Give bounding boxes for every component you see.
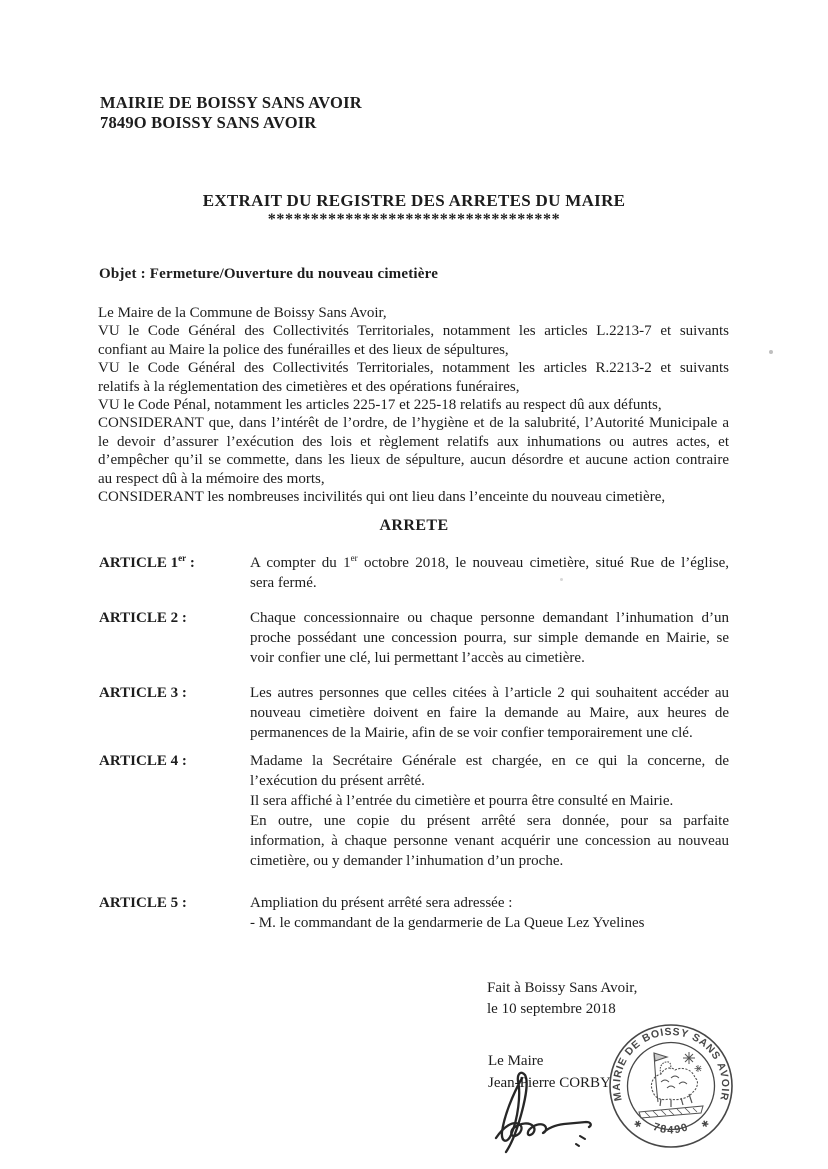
text-line: VU le Code Général des Collectivités Territoriales, notamment les articles L.2213-7 et suivants (98, 323, 729, 340)
text-line: VU le Code Général des Collectivités Territoriales, notamment les articles R.2213-2 et suivants (98, 360, 729, 377)
decree-heading: ARRETE (379, 517, 449, 534)
text-line: d’empêcher qu’il se commette, dans les lieux de sépulture, aucun désordre et aucune action contraire (98, 452, 729, 469)
text-line: Chaque concessionnaire ou chaque personne demandant l’inhumation d’un (250, 610, 729, 626)
text-line: cimetière, ou y demander l’inhumation d’un proche. (250, 853, 564, 869)
text-line: Les autres personnes que celles citées à l’article 2 qui souhaitent accéder au (250, 685, 729, 701)
emblem-lamb-legs (660, 1094, 692, 1107)
text-line: - M. le commandant de la gendarmerie de La Queue Lez Yvelines (250, 915, 645, 931)
article-3-label: ARTICLE 3 : (99, 685, 187, 701)
text-line: permanences de la Mairie, afin de se voir confier temporairement une clé. (250, 725, 693, 741)
article-4-label: ARTICLE 4 : (99, 753, 187, 769)
closing-date: le 10 septembre 2018 (487, 1001, 616, 1017)
text-line: relatifs à la réglementation des cimetières et des opérations funéraires, (98, 378, 520, 395)
letterhead (100, 93, 362, 132)
article-2-body (250, 608, 729, 668)
scan-speck (560, 578, 563, 581)
article-5-body (250, 893, 729, 933)
text-line: Ampliation du présent arrêté sera adressée : (250, 895, 513, 911)
handwritten-signature (480, 1064, 620, 1164)
article-2-label: ARTICLE 2 : (99, 610, 187, 626)
text-line: CONSIDERANT que, dans l’intérêt de l’ordre, de l’hygiène et de la salubrité, l’Autorité Municipale a (98, 415, 729, 432)
article-3 (99, 683, 729, 743)
emblem-lamb-body (651, 1068, 697, 1100)
text-line: Le Maire de la Commune de Boissy Sans Avoir, (98, 305, 387, 321)
stamp-emblem-lamb-icon (639, 1052, 703, 1118)
text-line: voir confier une clé, lui permettant l’accès au cimetière. (250, 650, 585, 666)
article-2 (99, 608, 729, 668)
text-line: Madame la Secrétaire Générale est chargée, en ce qui la concerne, de (250, 753, 729, 769)
text-line: au respect dû à la mémoire des morts, (98, 470, 325, 487)
article-1-body (250, 553, 729, 593)
text-line: le devoir d’assurer l’exécution des lois et règlement relatifs aux inhumations ou autres actes, et (98, 433, 729, 450)
article-4 (99, 751, 729, 871)
organization-name: MAIRIE DE BOISSY SANS AVOIR (100, 93, 362, 112)
text-line: proche possédant une concession pourra, sur simple demande en Mairie, se (250, 630, 729, 646)
text-line: nouveau cimetière doivent en faire la demande au Maire, aux heures de (250, 705, 729, 721)
text-line: CONSIDERANT les nombreuses incivilités qui ont lieu dans l’enceinte du nouveau cimetière, (98, 489, 666, 506)
article-1-label: ARTICLE 1er : (99, 553, 195, 571)
signatory-title: Le Maire (488, 1053, 544, 1069)
emblem-pennant (654, 1053, 667, 1061)
text-line: VU le Code Pénal, notamment les articles 225-17 et 225-18 relatifs au respect dû aux défunts, (98, 397, 662, 414)
closing-place: Fait à Boissy Sans Avoir, (487, 980, 638, 996)
stamp-ring-text: MAIRIE DE BOISSY SANS AVOIR (610, 1025, 732, 1103)
emblem-wool-texture (661, 1076, 687, 1088)
text-line: sera fermé. (250, 575, 317, 591)
stamp-star-right: ✱ (698, 1118, 711, 1132)
document-title: EXTRAIT DU REGISTRE DES ARRETES DU MAIRE (202, 191, 626, 210)
article-5-label: ARTICLE 5 : (99, 895, 187, 911)
articles-section (99, 553, 729, 933)
document-title-block (0, 191, 828, 227)
article-4-body (250, 751, 729, 871)
signatory-name: Jean-Pierre CORBY (488, 1074, 611, 1091)
article-1 (99, 553, 729, 593)
stamp-star-left: ✱ (632, 1118, 645, 1132)
text-line: Il sera affiché à l’entrée du cimetière et pourra être consulté en Mairie. (250, 793, 674, 809)
text-line: A compter du 1er octobre 2018, le nouveau cimetière, situé Rue de l’église, (250, 553, 729, 571)
preamble-paragraph (98, 304, 729, 506)
municipal-stamp (601, 1020, 741, 1160)
organization-city: 7849O BOISSY SANS AVOIR (100, 112, 317, 132)
article-5 (99, 893, 729, 933)
stamp-postal-code: 78490 (651, 1121, 691, 1137)
closing-block (487, 978, 637, 1020)
scan-speck (769, 350, 773, 354)
text-line: information, à chaque personne venant acquérir une concession au nouveau (250, 833, 729, 849)
signature-ascender-stroke (502, 1073, 527, 1152)
signature-dash-marks (576, 1136, 585, 1146)
text-line: confiant au Maire la police des funérailles et des lieux de sépultures, (98, 341, 509, 358)
article-3-body (250, 683, 729, 743)
text-line: l’exécution du présent arrêté. (250, 773, 425, 789)
subject-line: Objet : Fermeture/Ouverture du nouveau cimetière (99, 266, 439, 282)
asterisk-separator: ********************************** (267, 211, 561, 228)
text-line: En outre, une copie du présent arrêté sera donnée, pour sa parfaite (250, 813, 729, 829)
